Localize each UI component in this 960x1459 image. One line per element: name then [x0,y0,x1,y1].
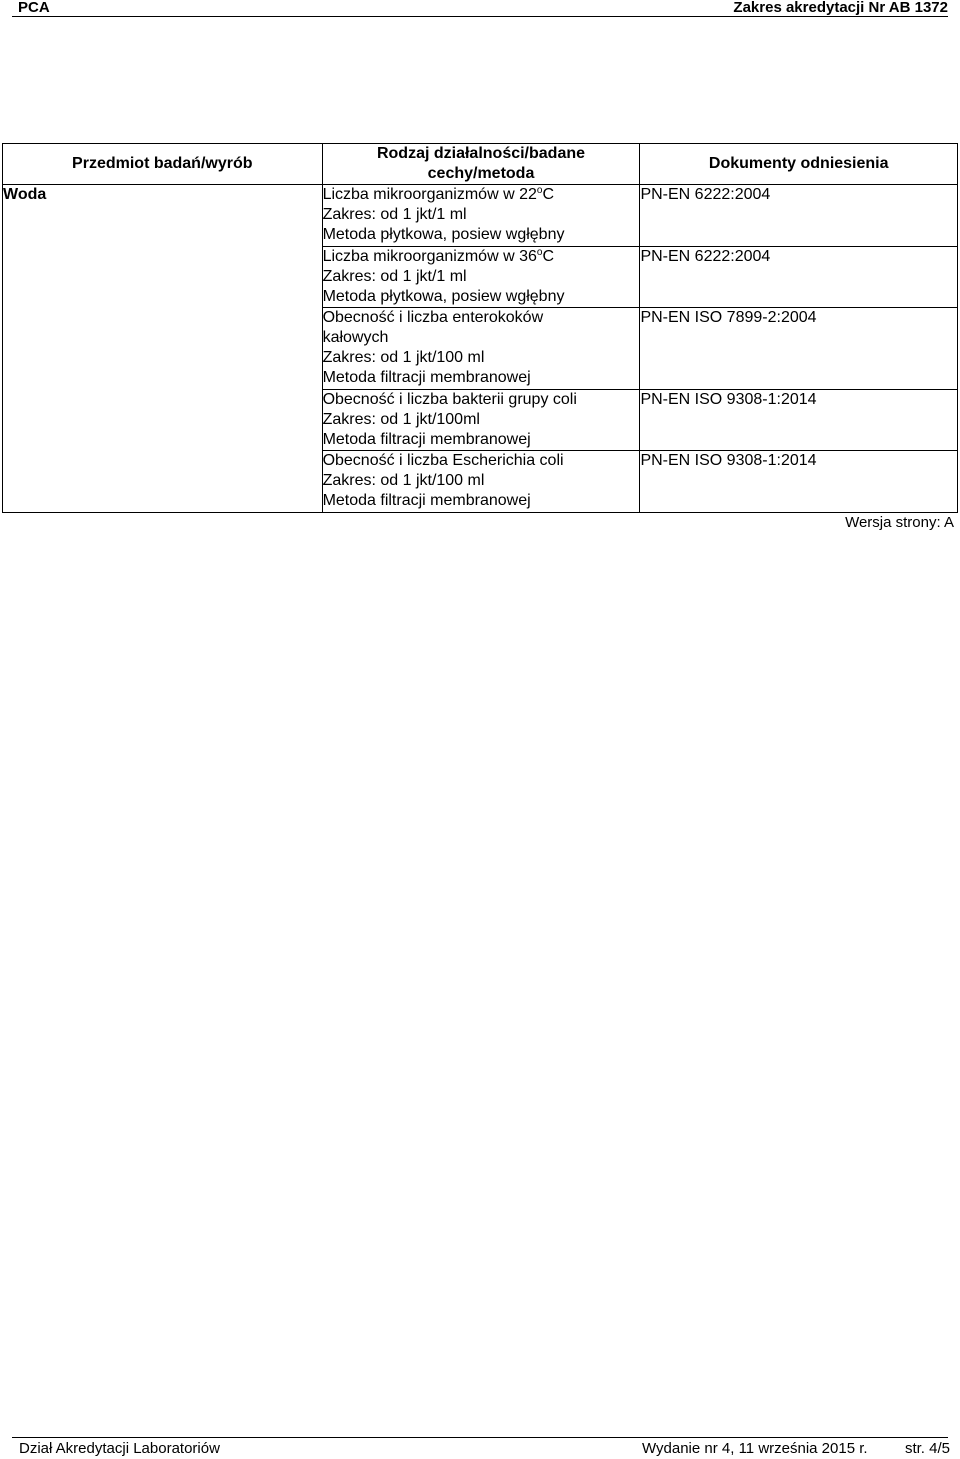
header-org: PCA [18,0,50,16]
method-cell [322,247,640,308]
column-header-subject: Przedmiot badań/wyrób [3,144,323,185]
method-line: Obecność i liczba enterokoków [322,309,544,326]
header-rule [12,16,948,17]
method-cell [322,308,640,390]
reference-cell: PN-EN ISO 7899-2:2004 [640,308,958,390]
method-unit: C [542,248,554,265]
method-range: Zakres: od 1 jkt/1 ml [322,206,467,223]
header-title: Zakres akredytacji Nr AB 1372 [733,0,948,16]
accreditation-scope-table [2,143,958,513]
method-cell [322,390,640,451]
method-technique: Metoda płytkowa, posiew wgłębny [322,226,565,243]
method-line: kałowych [322,329,389,346]
reference-cell: PN-EN ISO 9308-1:2014 [640,451,958,513]
method-technique: Metoda filtracji membranowej [322,492,531,509]
method-range: Zakres: od 1 jkt/100 ml [322,472,485,489]
table-row [3,185,958,247]
method-unit: C [542,186,554,203]
method-line: Obecność i liczba bakterii grupy coli [322,391,577,408]
column-header-method-line1: Rodzaj działalności/badane [376,145,586,162]
method-line: Obecność i liczba Escherichia coli [322,452,564,469]
method-technique: Metoda filtracji membranowej [322,431,531,448]
degree-sup: o [536,247,543,258]
method-line [323,185,640,205]
column-header-method [322,144,640,185]
page-version: Wersja strony: A [845,514,954,531]
reference-cell: PN-EN 6222:2004 [640,185,958,247]
subject-cell: Woda [3,185,323,513]
column-header-method-line2: cechy/metoda [427,165,535,182]
method-text: Liczba mikroorganizmów w 36 [322,248,537,265]
method-line [323,247,640,267]
method-cell [322,451,640,513]
footer-page-number: str. 4/5 [904,1440,950,1457]
table-header-row [3,144,958,185]
method-cell [322,185,640,247]
reference-cell: PN-EN ISO 9308-1:2014 [640,390,958,451]
method-range: Zakres: od 1 jkt/1 ml [322,268,467,285]
method-text: Liczba mikroorganizmów w 22 [322,186,537,203]
method-technique: Metoda filtracji membranowej [322,369,531,386]
footer-edition: Wydanie nr 4, 11 września 2015 r. [642,1440,868,1457]
footer-department: Dział Akredytacji Laboratoriów [19,1440,220,1457]
reference-cell: PN-EN 6222:2004 [640,247,958,308]
footer-rule [12,1437,948,1438]
column-header-reference: Dokumenty odniesienia [640,144,958,185]
page-footer [0,1437,960,1459]
method-range: Zakres: od 1 jkt/100 ml [322,349,485,366]
page-header [0,0,960,18]
method-technique: Metoda płytkowa, posiew wgłębny [322,288,565,305]
method-range: Zakres: od 1 jkt/100ml [322,411,480,428]
degree-sup: o [536,185,543,196]
